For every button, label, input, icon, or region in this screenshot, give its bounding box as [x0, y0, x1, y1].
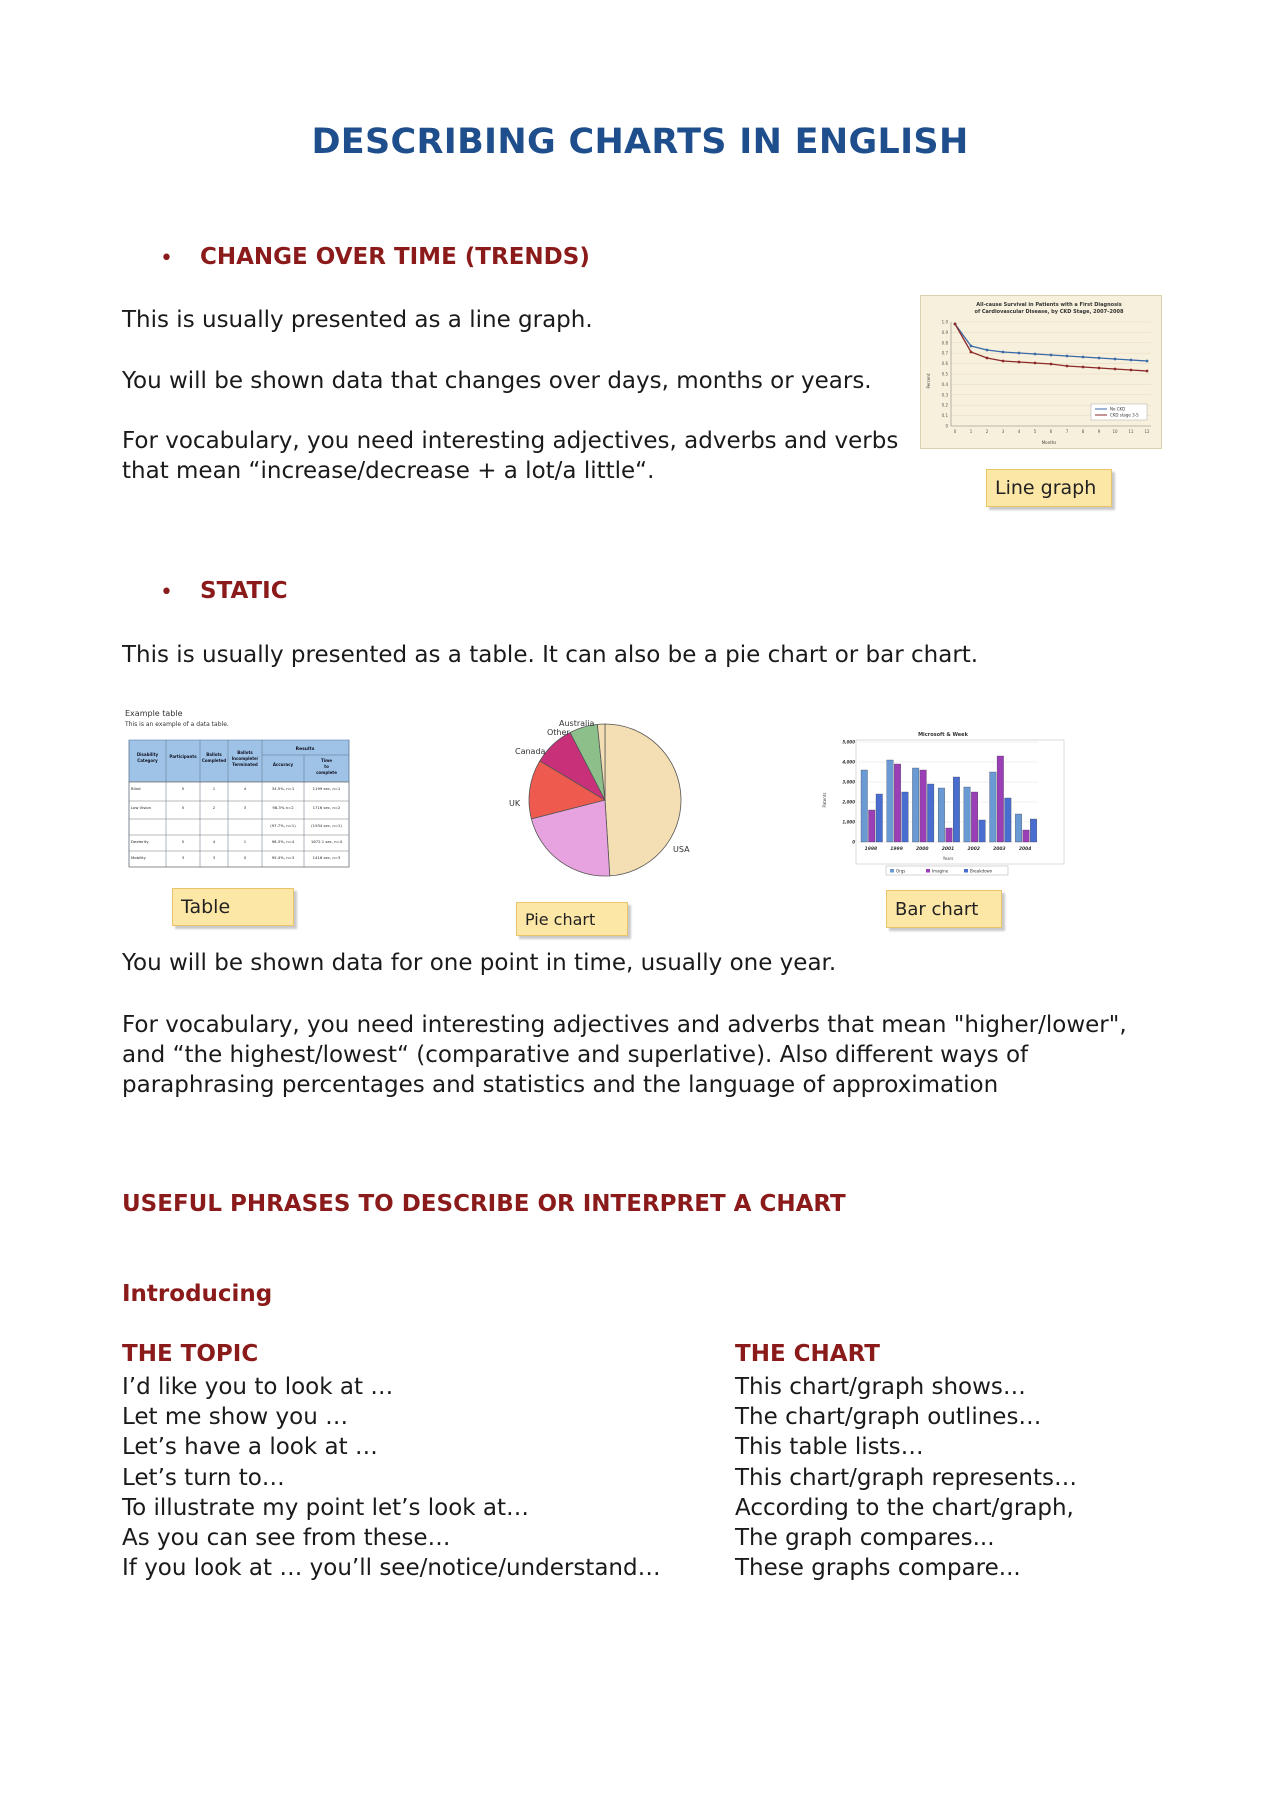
list-item: According to the chart/graph,: [735, 1494, 1074, 1521]
static-paragraph-3b: and “the highest/lowest“ (comparative and superlative). Also different ways of: [122, 1042, 1029, 1068]
x-tick-label: 4: [1017, 429, 1021, 434]
bar-mark: [1015, 814, 1022, 842]
table-header-cell: Completed: [201, 758, 227, 763]
x-tick-label: 7: [1065, 429, 1069, 434]
bar-svg: [818, 720, 1068, 882]
line-marker: [1146, 370, 1149, 373]
y-tick-label: 0.4: [941, 381, 948, 387]
table-cell: 1: [212, 786, 216, 791]
table-caption-2: This is an example of a data table.: [125, 721, 229, 728]
thumb-legend-2: CKD stage 3-5: [1110, 412, 1139, 418]
bar-legend-swatch-2: [926, 869, 930, 873]
thumb-title-1: All-cause Survival in Patients with a First Diagnosis: [976, 302, 1122, 308]
bar-mark: [946, 828, 952, 842]
table-header-cell: Terminated: [232, 762, 258, 767]
pie-label-other: Other: [547, 728, 570, 737]
bar-title: Microsoft & Week: [918, 732, 968, 738]
trends-paragraph-3a: For vocabulary, you need interesting adjectives, adverbs and verbs: [122, 428, 899, 454]
bar-mark: [938, 788, 945, 842]
table-header-cell: to: [324, 764, 329, 769]
static-paragraph-3a: For vocabulary, you need interesting adjectives and adverbs that mean "higher/lower",: [122, 1012, 1127, 1038]
table-cell: 1716 sec, n=2: [312, 805, 341, 810]
bar-mark: [861, 770, 868, 842]
table-header-cell: Incomplete/: [231, 756, 259, 761]
bullet-icon: •: [160, 246, 173, 271]
table-cell: 1672.1 sec, n=4: [310, 839, 343, 844]
table-header-cell: Time: [321, 758, 332, 763]
list-item: To illustrate my point let’s look at…: [122, 1494, 530, 1521]
x-tick-label: 9: [1097, 429, 1101, 434]
bar-x-tick: 1998: [864, 847, 878, 852]
thumb-x-ticks: [954, 429, 1150, 434]
pie-chart-thumbnail: [505, 712, 705, 882]
x-tick-label: 12: [1144, 429, 1150, 434]
line-marker: [1082, 356, 1085, 359]
x-tick-label: 2: [985, 429, 989, 434]
line-marker: [1002, 360, 1005, 363]
bar-y-tick: 5,000: [842, 739, 855, 745]
line-marker: [1114, 368, 1117, 371]
thumb-markers: [954, 323, 1149, 373]
table-cell: (97.7%, n=1): [270, 823, 296, 828]
table-header-cell: complete: [316, 770, 337, 775]
bar-mark: [971, 792, 978, 842]
list-item: These graphs compare...: [735, 1555, 1021, 1582]
bar-y-ticks: [842, 740, 855, 845]
line-marker: [1066, 365, 1069, 368]
bar-mark: [887, 760, 894, 842]
bar-mark: [902, 792, 909, 842]
bar-mark: [964, 787, 971, 842]
pie-label-australia: Australia: [559, 719, 595, 728]
line-marker: [1018, 352, 1021, 355]
trends-paragraph-2: You will be shown data that changes over days, months or years.: [122, 368, 872, 394]
table-cell: 98.3% n=2: [272, 805, 294, 810]
table-cell: 4: [243, 786, 247, 791]
trends-paragraph-1: This is usually presented as a line graph.: [122, 307, 593, 333]
table-cell: 3: [243, 805, 247, 810]
bar-legend-3: Breakdown: [970, 868, 993, 874]
bar-mark: [920, 770, 927, 842]
y-tick-label: 1.0: [941, 319, 948, 325]
pie-label-uk: UK: [509, 799, 521, 808]
bar-mark: [997, 756, 1004, 842]
table-cell: 2: [212, 805, 216, 810]
bar-mark: [990, 772, 997, 842]
thumb-xlabel: Months: [1041, 440, 1057, 445]
topic-heading: THE TOPIC: [122, 1341, 259, 1367]
static-paragraph-1: This is usually presented as a table. It can also be a pie chart or bar chart.: [122, 642, 979, 668]
x-tick-label: 0: [953, 429, 957, 434]
x-tick-label: 8: [1081, 429, 1085, 434]
line-graph-thumbnail: [920, 295, 1162, 449]
static-paragraph-2: You will be shown data for one point in time, usually one year.: [122, 950, 837, 976]
bar-mark: [869, 810, 876, 842]
thumb-title-2: of Cardiovascular Disease, by CKD Stage, 2007–2008: [974, 309, 1124, 315]
line-marker: [1034, 362, 1037, 365]
table-results-header: Results: [295, 747, 315, 752]
table-header-cell: Ballots: [206, 752, 222, 757]
table-cell: 4: [212, 839, 216, 844]
x-tick-label: 5: [1033, 429, 1037, 434]
pie-chart-callout: Pie chart: [516, 902, 628, 936]
line-marker: [1098, 367, 1101, 370]
y-tick-label: 0.1: [941, 413, 948, 419]
page-title: DESCRIBING CHARTS IN ENGLISH: [311, 122, 969, 162]
bar-mark: [912, 768, 919, 842]
list-item: Let’s turn to…: [122, 1464, 285, 1491]
y-tick-label: 0: [945, 423, 948, 429]
bar-y-tick: 4,000: [842, 759, 855, 765]
table-caption-1: Example table: [125, 709, 183, 718]
y-tick-label: 0.5: [941, 371, 948, 377]
bar-x-tick: 2001: [941, 847, 955, 852]
topic-list: [122, 1372, 661, 1583]
y-tick-label: 0.6: [941, 361, 948, 367]
pie-slices: [529, 724, 681, 876]
chart-heading: THE CHART: [735, 1341, 880, 1367]
line-marker: [1082, 366, 1085, 369]
line-marker: [1034, 353, 1037, 356]
line-marker: [986, 357, 989, 360]
bar-legend-swatch-3: [964, 869, 968, 873]
line-marker: [1066, 355, 1069, 358]
table-cell: 1: [243, 839, 247, 844]
bar-mark: [876, 794, 883, 842]
table-cell: Mobility: [131, 855, 146, 860]
x-tick-label: 11: [1128, 429, 1134, 434]
pie-label-canada: Canada: [515, 747, 546, 756]
table-cell: 95.4%, n=3: [271, 855, 295, 860]
line-marker: [970, 351, 973, 354]
trends-paragraph-3b: that mean “increase/decrease + a lot/a little“.: [122, 458, 655, 484]
x-tick-label: 6: [1049, 429, 1053, 434]
line-marker: [1130, 359, 1133, 362]
line-marker: [1114, 358, 1117, 361]
list-item: The graph compares...: [735, 1525, 995, 1552]
pie-slice: [605, 724, 681, 876]
bar-mark: [1030, 819, 1037, 842]
bar-legend-swatch-1: [890, 869, 894, 873]
bar-legend-1: Orgs: [896, 868, 906, 874]
x-tick-label: 3: [1001, 429, 1005, 434]
table-cell: Low Vision: [131, 805, 152, 810]
table-header-cell: Disability: [136, 752, 159, 757]
thumb-ylabel: Percent: [926, 373, 931, 389]
bar-ylabel: Patents: [822, 792, 827, 808]
table-cell: 34.5%, n=1: [271, 786, 295, 791]
table-cell: Blind: [131, 786, 141, 791]
y-tick-label: 0.3: [941, 392, 948, 398]
line-marker: [1018, 361, 1021, 364]
x-tick-label: 10: [1112, 429, 1118, 434]
y-tick-label: 0.7: [941, 350, 948, 356]
bar-mark: [979, 820, 986, 842]
table-cell: 5: [181, 786, 185, 791]
thumb-y-ticks: [942, 320, 949, 429]
line-marker: [1002, 351, 1005, 354]
list-item: I’d like you to look at …: [122, 1374, 394, 1400]
table-cell: 0: [243, 855, 247, 860]
chart-list: [735, 1372, 1077, 1583]
bar-x-tick: 2000: [916, 847, 929, 852]
y-tick-label: 0.2: [941, 402, 948, 408]
list-item: Let’s have a look at …: [122, 1434, 378, 1461]
pie-svg: [505, 712, 705, 882]
bar-chart-thumbnail: [818, 720, 1068, 882]
table-cell: 1416 sec, n=3: [312, 855, 341, 860]
section-static-heading: STATIC: [200, 578, 288, 604]
bar-mark: [927, 784, 934, 842]
x-tick-label: 1: [969, 429, 973, 434]
list-item: This table lists…: [735, 1434, 924, 1461]
y-tick-label: 0.9: [941, 329, 948, 335]
table-header-bg: [129, 740, 349, 782]
table-header-cell: Category: [137, 758, 158, 763]
table-cell: 5: [181, 839, 185, 844]
table-header-cell: Participants: [169, 754, 197, 759]
table-cell: 3: [212, 855, 216, 860]
bar-y-tick: 2,000: [842, 799, 855, 805]
section-trends-heading: CHANGE OVER TIME (TRENDS): [200, 244, 590, 270]
line-marker: [1098, 357, 1101, 360]
list-item: The chart/graph outlines…: [735, 1404, 1042, 1431]
thumb-legend-1: No CKD: [1110, 406, 1126, 412]
static-paragraph-3c: paraphrasing percentages and statistics and the language of approximation: [122, 1072, 999, 1098]
line-marker: [986, 349, 989, 352]
line-graph-callout: Line graph: [986, 469, 1112, 507]
phrases-heading: USEFUL PHRASES TO DESCRIBE OR INTERPRET A CHART: [122, 1191, 846, 1217]
table-svg: [124, 707, 352, 869]
list-item: As you can see from these…: [122, 1525, 451, 1552]
bar-mark: [894, 764, 901, 842]
line-marker: [1050, 354, 1053, 357]
bar-chart-callout: Bar chart: [886, 890, 1002, 928]
table-cell: 1199 sec, n=1: [312, 786, 341, 791]
bar-mark: [1005, 798, 1012, 842]
bar-y-tick: 3,000: [842, 779, 855, 785]
pie-label-usa: USA: [673, 845, 690, 854]
table-thumbnail: [124, 707, 352, 869]
list-item: This chart/graph shows…: [735, 1374, 1026, 1400]
bar-x-tick: 2003: [993, 847, 1006, 852]
y-tick-label: 0.8: [941, 340, 948, 346]
line-marker: [1130, 369, 1133, 372]
line-marker: [954, 323, 957, 326]
table-cell: 3: [181, 855, 185, 860]
list-item: If you look at … you’ll see/notice/understand…: [122, 1555, 661, 1582]
bar-mark: [953, 777, 960, 842]
bullet-icon: •: [160, 580, 173, 605]
line-marker: [1050, 363, 1053, 366]
bar-legend-2: Imagine: [932, 868, 949, 874]
table-cell: 98.3%, n=4: [271, 839, 295, 844]
bar-x-tick: 2002: [967, 847, 980, 852]
bar-mark: [1023, 830, 1030, 842]
table-callout: Table: [172, 888, 294, 926]
table-cell: 5: [181, 805, 185, 810]
line-graph-svg: [921, 296, 1161, 448]
table-cell: Dexterity: [131, 839, 149, 844]
line-marker: [1146, 360, 1149, 363]
list-item: Let me show you …: [122, 1404, 349, 1431]
list-item: This chart/graph represents…: [735, 1464, 1078, 1491]
bar-y-tick: 0: [852, 839, 855, 845]
table-header-cell: Ballots: [237, 750, 253, 755]
line-marker: [970, 345, 973, 348]
table-header-cell: Accuracy: [272, 762, 294, 767]
bar-x-tick: 1999: [890, 847, 903, 852]
bar-x-tick: 2004: [1018, 847, 1032, 852]
table-cell: (1934 sec, n=1): [311, 823, 342, 828]
bar-xlabel: Years: [942, 856, 954, 861]
bar-y-tick: 1,000: [842, 819, 855, 825]
introducing-heading: Introducing: [122, 1281, 273, 1307]
